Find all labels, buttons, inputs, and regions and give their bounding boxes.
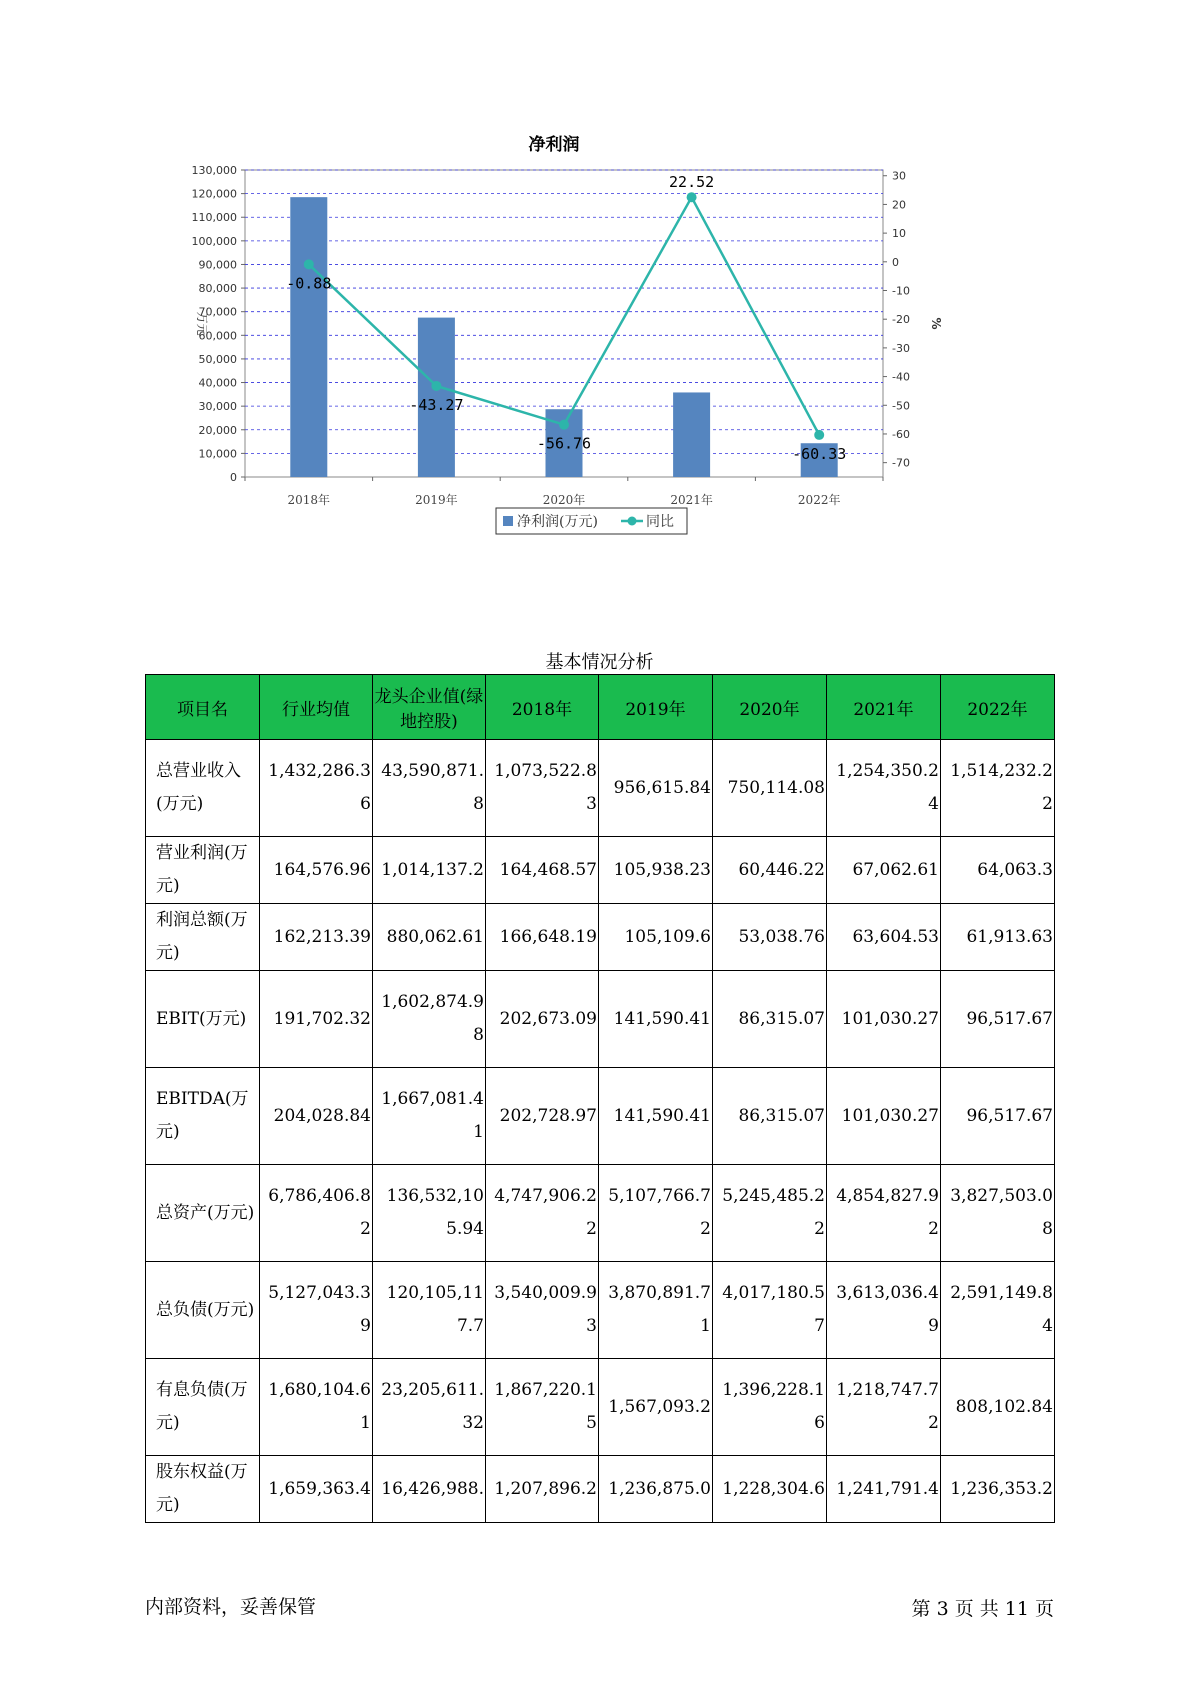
row-label-cell: 利润总额(万元) xyxy=(146,904,260,971)
value-cell: 105,938.23 xyxy=(599,837,713,904)
table-row xyxy=(146,971,1055,1068)
x-tick-label: 2022年 xyxy=(797,493,841,507)
value-cell: 23,205,611.32 xyxy=(373,1359,486,1456)
y-tick-label: 120,000 xyxy=(191,187,237,201)
table-body xyxy=(146,740,1055,1523)
value-cell: 1,073,522.83 xyxy=(486,740,599,837)
value-cell: 1,218,747.72 xyxy=(827,1359,941,1456)
table-row xyxy=(146,1359,1055,1456)
y-tick-label: 130,000 xyxy=(191,164,237,177)
y2-tick-label: 30 xyxy=(892,169,906,183)
y2-tick-label: -30 xyxy=(892,341,910,355)
value-cell: 202,673.09 xyxy=(486,971,599,1068)
x-tick-label: 2021年 xyxy=(670,493,713,507)
x-tick-label: 2020年 xyxy=(542,493,586,507)
row-label-cell: 股东权益(万元) xyxy=(146,1456,260,1523)
legend-point-swatch xyxy=(628,517,637,526)
x-tick-label: 2019年 xyxy=(415,493,458,507)
y-tick-label: 40,000 xyxy=(198,376,237,390)
value-cell: 1,659,363.4 xyxy=(260,1456,373,1523)
value-cell: 4,747,906.22 xyxy=(486,1165,599,1262)
value-cell: 1,236,353.2 xyxy=(941,1456,1055,1523)
y2-tick-label: -60 xyxy=(892,427,910,441)
table-header-row xyxy=(146,675,1055,740)
value-cell: 120,105,117.7 xyxy=(373,1262,486,1359)
yoy-data-label: -0.88 xyxy=(286,274,332,293)
y-axis-title: 万元 xyxy=(195,311,209,336)
value-cell: 1,207,896.2 xyxy=(486,1456,599,1523)
value-cell: 6,786,406.82 xyxy=(260,1165,373,1262)
value-cell: 96,517.67 xyxy=(941,971,1055,1068)
header-cell: 2019年 xyxy=(599,675,713,740)
value-cell: 162,213.39 xyxy=(260,904,373,971)
row-label-cell: 有息负债(万元) xyxy=(146,1359,260,1456)
y-tick-label: 20,000 xyxy=(198,423,237,437)
chart-svg xyxy=(180,130,980,600)
header-cell: 2018年 xyxy=(486,675,599,740)
value-cell: 3,613,036.49 xyxy=(827,1262,941,1359)
value-cell: 3,827,503.08 xyxy=(941,1165,1055,1262)
yoy-point xyxy=(559,420,569,430)
value-cell: 204,028.84 xyxy=(260,1068,373,1165)
y2-axis-title: % xyxy=(929,317,943,330)
x-tick-label: 2018年 xyxy=(287,493,331,507)
y2-tick-label: 10 xyxy=(892,227,906,241)
header-cell: 2020年 xyxy=(713,675,827,740)
y-tick-label: 80,000 xyxy=(198,282,237,296)
footer-page-number: 第 3 页 共 11 页 xyxy=(911,1598,1054,1620)
row-label-cell: 总负债(万元) xyxy=(146,1262,260,1359)
table-row xyxy=(146,1068,1055,1165)
value-cell: 808,102.84 xyxy=(941,1359,1055,1456)
value-cell: 61,913.63 xyxy=(941,904,1055,971)
value-cell: 1,236,875.0 xyxy=(599,1456,713,1523)
header-cell: 2022年 xyxy=(941,675,1055,740)
value-cell: 16,426,988. xyxy=(373,1456,486,1523)
value-cell: 1,396,228.16 xyxy=(713,1359,827,1456)
value-cell: 164,576.96 xyxy=(260,837,373,904)
value-cell: 1,432,286.36 xyxy=(260,740,373,837)
table-row xyxy=(146,904,1055,971)
value-cell: 2,591,149.84 xyxy=(941,1262,1055,1359)
bar xyxy=(673,392,710,477)
yoy-line xyxy=(309,197,819,435)
value-cell: 101,030.27 xyxy=(827,971,941,1068)
value-cell: 43,590,871.8 xyxy=(373,740,486,837)
value-cell: 141,590.41 xyxy=(599,1068,713,1165)
value-cell: 956,615.84 xyxy=(599,740,713,837)
header-cell: 2021年 xyxy=(827,675,941,740)
value-cell: 750,114.08 xyxy=(713,740,827,837)
value-cell: 1,241,791.4 xyxy=(827,1456,941,1523)
header-cell: 龙头企业值(绿地控股) xyxy=(373,675,486,740)
value-cell: 3,870,891.71 xyxy=(599,1262,713,1359)
table-row xyxy=(146,1262,1055,1359)
value-cell: 101,030.27 xyxy=(827,1068,941,1165)
y-tick-label: 100,000 xyxy=(191,234,237,248)
value-cell: 141,590.41 xyxy=(599,971,713,1068)
yoy-data-label: 22.52 xyxy=(669,173,715,192)
value-cell: 880,062.61 xyxy=(373,904,486,971)
row-label-cell: 营业利润(万元) xyxy=(146,837,260,904)
y2-tick-label: 20 xyxy=(892,198,906,212)
y2-tick-label: -40 xyxy=(892,370,910,384)
value-cell: 5,127,043.39 xyxy=(260,1262,373,1359)
yoy-data-label: -60.33 xyxy=(792,444,847,463)
y2-tick-label: -70 xyxy=(892,456,910,470)
row-label-cell: 总资产(万元) xyxy=(146,1165,260,1262)
y2-tick-label: -50 xyxy=(892,399,910,413)
value-cell: 136,532,105.94 xyxy=(373,1165,486,1262)
net-profit-chart xyxy=(180,130,980,600)
value-cell: 1,254,350.24 xyxy=(827,740,941,837)
y-tick-label: 70,000 xyxy=(198,305,237,319)
value-cell: 202,728.97 xyxy=(486,1068,599,1165)
table-row xyxy=(146,740,1055,837)
header-cell: 项目名 xyxy=(146,675,260,740)
y-tick-label: 0 xyxy=(230,471,237,484)
table-caption: 基本情况分析 xyxy=(545,652,654,673)
row-label-cell: EBITDA(万元) xyxy=(146,1068,260,1165)
value-cell: 105,109.6 xyxy=(599,904,713,971)
value-cell: 166,648.19 xyxy=(486,904,599,971)
value-cell: 53,038.76 xyxy=(713,904,827,971)
value-cell: 1,014,137.2 xyxy=(373,837,486,904)
legend-label-net-profit: 净利润(万元) xyxy=(517,514,598,530)
value-cell: 164,468.57 xyxy=(486,837,599,904)
yoy-point xyxy=(431,381,441,391)
chart-title: 净利润 xyxy=(528,135,580,155)
value-cell: 191,702.32 xyxy=(260,971,373,1068)
y-tick-label: 50,000 xyxy=(198,352,237,366)
y2-tick-label: 0 xyxy=(892,255,899,269)
value-cell: 63,604.53 xyxy=(827,904,941,971)
bar xyxy=(290,197,327,477)
y2-tick-label: -10 xyxy=(892,284,910,298)
yoy-data-label: -56.76 xyxy=(536,434,592,453)
value-cell: 86,315.07 xyxy=(713,971,827,1068)
y-tick-label: 90,000 xyxy=(198,258,237,272)
value-cell: 96,517.67 xyxy=(941,1068,1055,1165)
value-cell: 86,315.07 xyxy=(713,1068,827,1165)
y-tick-label: 10,000 xyxy=(198,447,237,461)
yoy-point xyxy=(304,259,314,269)
footer-confidential: 内部资料，妥善保管 xyxy=(145,1596,317,1618)
y-tick-label: 110,000 xyxy=(191,211,237,225)
table-row xyxy=(146,837,1055,904)
y2-tick-label: -20 xyxy=(892,313,910,327)
value-cell: 60,446.22 xyxy=(713,837,827,904)
legend-bar-swatch xyxy=(503,516,513,526)
value-cell: 4,854,827.92 xyxy=(827,1165,941,1262)
value-cell: 1,680,104.61 xyxy=(260,1359,373,1456)
legend-label-yoy: 同比 xyxy=(646,514,674,530)
value-cell: 1,867,220.15 xyxy=(486,1359,599,1456)
y-tick-label: 60,000 xyxy=(198,329,237,343)
yoy-point xyxy=(814,430,824,440)
yoy-data-label: -43.27 xyxy=(409,395,464,414)
value-cell: 1,602,874.98 xyxy=(373,971,486,1068)
value-cell: 5,245,485.22 xyxy=(713,1165,827,1262)
table-row xyxy=(146,1165,1055,1262)
value-cell: 1,667,081.41 xyxy=(373,1068,486,1165)
table-row xyxy=(146,1456,1055,1523)
yoy-point xyxy=(687,192,697,202)
value-cell: 5,107,766.72 xyxy=(599,1165,713,1262)
value-cell: 1,514,232.22 xyxy=(941,740,1055,837)
y-tick-label: 30,000 xyxy=(198,400,237,414)
value-cell: 1,567,093.2 xyxy=(599,1359,713,1456)
basic-analysis-table xyxy=(145,674,1055,1523)
value-cell: 3,540,009.93 xyxy=(486,1262,599,1359)
row-label-cell: 总营业收入(万元) xyxy=(146,740,260,837)
value-cell: 67,062.61 xyxy=(827,837,941,904)
value-cell: 64,063.3 xyxy=(941,837,1055,904)
value-cell: 1,228,304.6 xyxy=(713,1456,827,1523)
row-label-cell: EBIT(万元) xyxy=(146,971,260,1068)
value-cell: 4,017,180.57 xyxy=(713,1262,827,1359)
header-cell: 行业均值 xyxy=(260,675,373,740)
